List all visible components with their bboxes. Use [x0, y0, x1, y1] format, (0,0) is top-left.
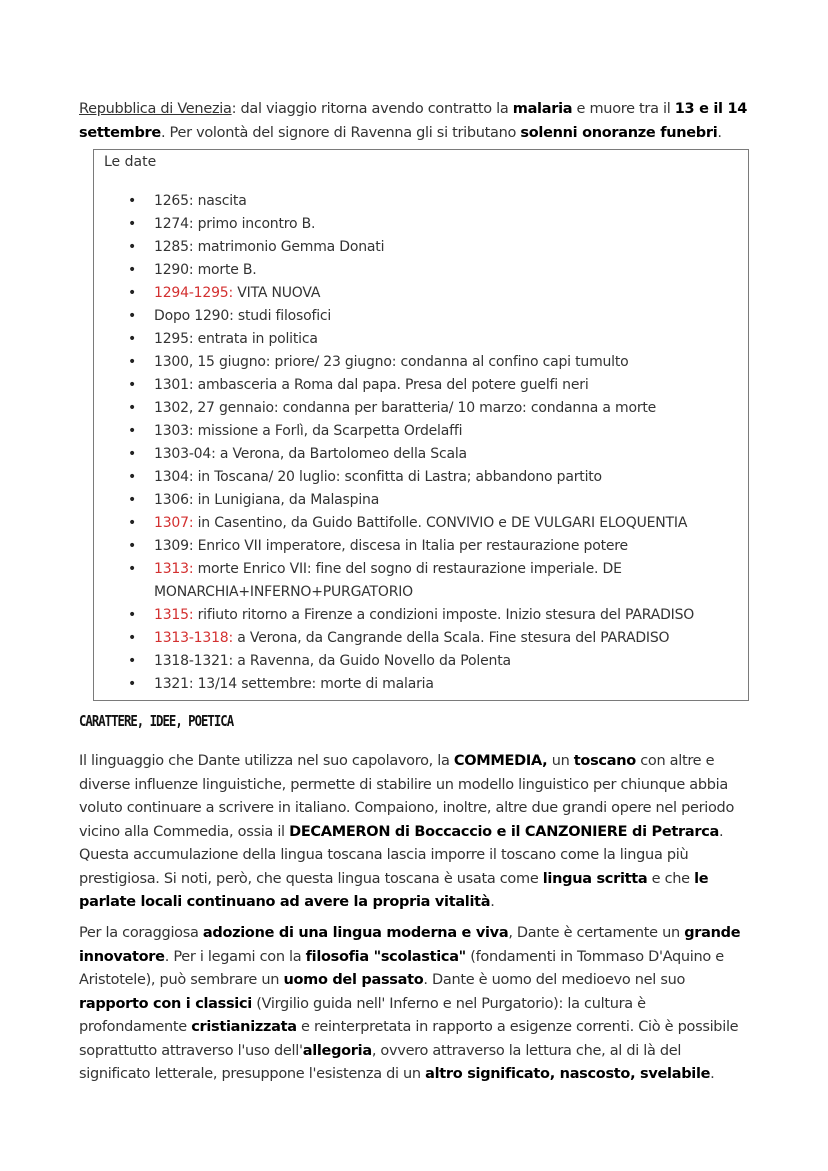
- bullet-icon: •: [128, 607, 137, 623]
- date-text: 1274: primo incontro B.: [154, 216, 316, 232]
- section-heading: CARATTERE, IDEE, POETICA: [79, 712, 234, 730]
- para-bold: filosofia "scolastica": [305, 948, 466, 965]
- date-text: 1290: morte B.: [154, 262, 257, 278]
- bullet-icon: •: [128, 354, 137, 370]
- date-item: [94, 535, 734, 558]
- intro-bold: solenni onoranze funebri: [520, 125, 718, 141]
- bullet-icon: •: [128, 377, 137, 393]
- intro-text: .: [717, 125, 722, 141]
- bullet-icon: •: [128, 400, 137, 416]
- bullet-icon: •: [128, 653, 137, 669]
- para-text: . Per i legami con la: [164, 948, 306, 965]
- date-text: 1306: in Lunigiana, da Malaspina: [154, 492, 380, 508]
- date-text: 1321: 13/14 settembre: morte di malaria: [154, 676, 434, 692]
- para-bold: uomo del passato: [283, 972, 424, 988]
- intro-paragraph: [79, 97, 749, 145]
- intro-bold: malaria: [512, 101, 573, 117]
- date-text: 1301: ambasceria a Roma dal papa. Presa del potere guelfi neri: [154, 377, 589, 393]
- date-text: 1300, 15 giugno: priore/ 23 giugno: condanna al confino capi tumulto: [154, 354, 629, 370]
- para-text: . Questa accumulazione della lingua toscana lascia imporre il toscano come la lingua più prestigiosa. Si noti, però, che questa lingua toscana è usata come: [79, 823, 724, 887]
- para-text: e reinterpretata in rapporto a esigenze correnti. Ciò è possibile soprattutto attraverso l'uso dell': [79, 1019, 739, 1059]
- date-item: [94, 397, 734, 420]
- bullet-icon: •: [128, 216, 137, 232]
- bullet-icon: •: [128, 561, 137, 577]
- para-text: . Dante è uomo del medioevo nel suo: [423, 972, 686, 988]
- date-text: VITA NUOVA: [233, 285, 321, 301]
- date-text: 1304: in Toscana/ 20 luglio: sconfitta di Lastra; abbandono partito: [154, 469, 602, 485]
- date-item: [94, 328, 734, 351]
- date-item: [94, 627, 734, 650]
- date-item: [94, 282, 734, 305]
- date-text: 1302, 27 gennaio: condanna per baratteria/ 10 marzo: condanna a morte: [154, 400, 657, 416]
- date-item: [94, 374, 734, 397]
- date-item: [94, 190, 734, 213]
- date-item: [94, 351, 734, 374]
- para-bold: COMMEDIA,: [453, 753, 548, 769]
- date-text: 1318-1321: a Ravenna, da Guido Novello da Polenta: [154, 653, 511, 669]
- date-item: [94, 673, 734, 696]
- date-text: rifiuto ritorno a Firenze a condizioni imposte. Inizio stesura del PARADISO: [193, 607, 695, 623]
- date-text: 1285: matrimonio Gemma Donati: [154, 239, 385, 255]
- para-text: Per la coraggiosa: [79, 925, 203, 941]
- date-text: 1303-04: a Verona, da Bartolomeo della Scala: [154, 446, 467, 462]
- bullet-icon: •: [128, 676, 137, 692]
- para-bold: cristianizzata: [191, 1019, 297, 1035]
- date-text: in Casentino, da Guido Battifolle. CONVIVIO e DE VULGARI ELOQUENTIA: [193, 515, 688, 531]
- bullet-icon: •: [128, 538, 137, 554]
- paragraph-language: [79, 750, 751, 915]
- para-text: .: [710, 1066, 715, 1082]
- date-item: [94, 650, 734, 673]
- date-item: [94, 259, 734, 282]
- bullet-icon: •: [128, 469, 137, 485]
- bullet-icon: •: [128, 285, 137, 301]
- paragraph-innovation: [79, 922, 751, 1087]
- para-text: , ovvero attraverso la lettura che, al di là del significato letterale, presuppone l'esistenza di un: [79, 1042, 682, 1082]
- para-text: , Dante è certamente un: [508, 925, 685, 941]
- intro-text: : dal viaggio ritorna avendo contratto la: [231, 101, 513, 117]
- para-bold: toscano: [573, 753, 636, 769]
- para-bold: DECAMERON di Boccaccio e il CANZONIERE di Petrarca: [289, 823, 719, 840]
- dates-box: [93, 149, 749, 701]
- date-item: [94, 466, 734, 489]
- dates-list: [94, 190, 734, 696]
- date-item: [94, 443, 734, 466]
- date-item: [94, 420, 734, 443]
- date-text: morte Enrico VII: fine del sogno di restaurazione imperiale. DE MONARCHIA+INFERNO+PURGATORIO: [154, 561, 622, 600]
- date-item: [94, 236, 734, 259]
- para-text: un: [547, 753, 574, 769]
- date-text: Dopo 1290: studi filosofici: [154, 308, 332, 324]
- bullet-icon: •: [128, 239, 137, 255]
- date-item: [94, 512, 734, 535]
- date-key-highlight: 1315:: [154, 607, 194, 623]
- para-bold: le parlate locali continuano ad avere la propria vitalità: [79, 870, 709, 910]
- para-text: (fondamenti in Tommaso D'Aquino e Aristotele), può sembrare un: [79, 948, 724, 988]
- para-bold: adozione di una lingua moderna e viva: [202, 925, 509, 941]
- intro-text: e muore tra il: [572, 101, 675, 117]
- bullet-icon: •: [128, 515, 137, 531]
- para-text: (Virgilio guida nell' Inferno e nel Purgatorio): la cultura è profondamente: [79, 995, 646, 1035]
- para-bold: rapporto con i classici: [79, 995, 252, 1012]
- para-bold: altro significato, nascosto, svelabile: [425, 1066, 711, 1082]
- bullet-icon: •: [128, 193, 137, 209]
- para-text: Il linguaggio che Dante utilizza nel suo capolavoro, la: [79, 753, 454, 769]
- date-text: 1295: entrata in politica: [154, 331, 318, 347]
- bullet-icon: •: [128, 630, 137, 646]
- dates-box-title: Le date: [104, 154, 157, 170]
- para-text: e che: [647, 870, 695, 887]
- date-item: [94, 558, 734, 604]
- para-bold: grande innovatore: [79, 925, 741, 965]
- bullet-icon: •: [128, 331, 137, 347]
- date-key-highlight: 1307:: [154, 515, 194, 531]
- date-key-highlight: 1294-1295:: [154, 285, 234, 301]
- date-key-highlight: 1313-1318:: [154, 630, 234, 646]
- date-text: 1309: Enrico VII imperatore, discesa in Italia per restaurazione potere: [154, 538, 628, 554]
- date-item: [94, 604, 734, 627]
- date-text: 1303: missione a Forlì, da Scarpetta Ordelaffi: [154, 423, 463, 439]
- intro-bold: 13 e il 14 settembre: [79, 101, 748, 141]
- bullet-icon: •: [128, 446, 137, 462]
- bullet-icon: •: [128, 423, 137, 439]
- intro-text: . Per volontà del signore di Ravenna gli si tributano: [160, 125, 521, 141]
- bullet-icon: •: [128, 262, 137, 278]
- date-text: a Verona, da Cangrande della Scala. Fine stesura del PARADISO: [233, 630, 670, 646]
- date-item: [94, 305, 734, 328]
- date-item: [94, 489, 734, 512]
- para-text: .: [490, 894, 495, 910]
- para-text: con altre e diverse influenze linguistiche, permette di stabilire un modello linguistico per chiunque abbia voluto continuare a scrivere in italiano. Compaiono, inoltre, altre due grandi opere nel periodo vicino alla Commedia, ossia il: [79, 753, 735, 840]
- date-text: 1265: nascita: [154, 193, 247, 209]
- date-key-highlight: 1313:: [154, 561, 194, 577]
- date-item: [94, 213, 734, 236]
- para-bold: allegoria: [302, 1042, 372, 1059]
- para-bold: lingua scritta: [542, 870, 648, 887]
- bullet-icon: •: [128, 492, 137, 508]
- intro-link-text: Repubblica di Venezia: [79, 101, 232, 117]
- bullet-icon: •: [128, 308, 137, 324]
